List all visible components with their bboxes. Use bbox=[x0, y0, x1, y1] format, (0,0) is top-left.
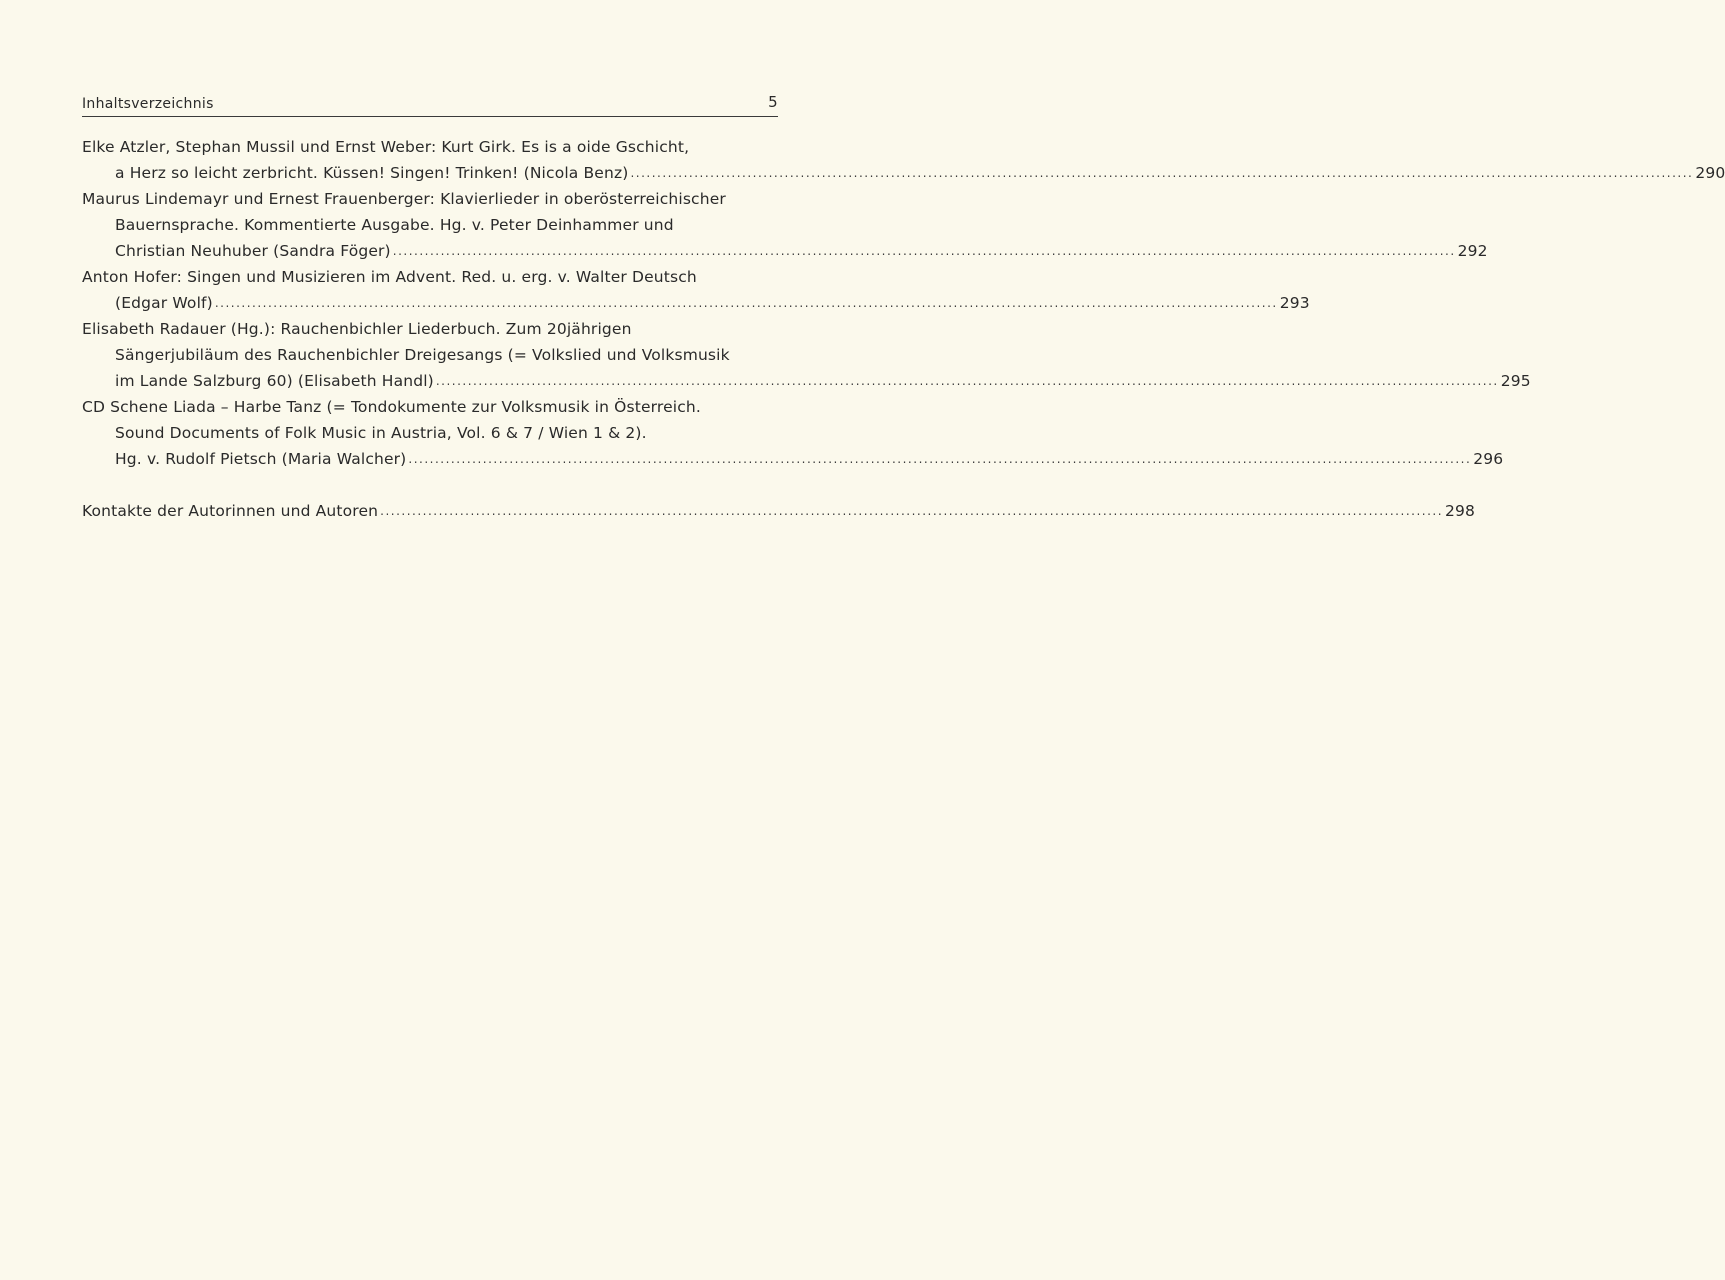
toc-line-last bbox=[82, 446, 1504, 472]
toc-line: Sound Documents of Folk Music in Austria, Vol. 6 & 7 / Wien 1 & 2). bbox=[115, 424, 647, 442]
toc-line: Bauernsprache. Kommentierte Ausgabe. Hg. v. Peter Deinhammer und bbox=[115, 216, 674, 234]
toc-line: Anton Hofer: Singen und Musizieren im Advent. Red. u. erg. v. Walter Deutsch bbox=[82, 268, 697, 286]
toc-line-text: im Lande Salzburg 60) (Elisabeth Handl) bbox=[115, 372, 434, 390]
dot-leader: ........................................................................................................................................................................................................ bbox=[630, 166, 1694, 180]
toc-line: Maurus Lindemayr und Ernest Frauenberger: Klavierlieder in oberösterreichischer bbox=[82, 190, 726, 208]
toc-entry-radauer bbox=[82, 316, 1531, 394]
dot-leader: ........................................................................................................................................................................................................ bbox=[435, 374, 1499, 388]
toc-entry-atzler bbox=[82, 134, 1725, 186]
spacer bbox=[82, 472, 778, 498]
toc-line-last bbox=[82, 160, 1725, 186]
dot-leader: ........................................................................................................................................................................................................ bbox=[392, 244, 1456, 258]
toc-line: CD Schene Liada – Harbe Tanz (= Tondokumente zur Volksmusik in Österreich. bbox=[82, 398, 701, 416]
toc-line: Elisabeth Radauer (Hg.): Rauchenbichler Liederbuch. Zum 20jährigen bbox=[82, 320, 632, 338]
toc-line-last bbox=[82, 368, 1531, 394]
toc-line-text: Hg. v. Rudolf Pietsch (Maria Walcher) bbox=[115, 450, 407, 468]
toc-line-text: Christian Neuhuber (Sandra Föger) bbox=[115, 242, 391, 260]
running-header bbox=[82, 94, 778, 117]
table-of-contents bbox=[82, 134, 1725, 524]
toc-line: Elke Atzler, Stephan Mussil und Ernst Weber: Kurt Girk. Es is a oide Gschicht, bbox=[82, 138, 690, 156]
toc-page-number: 295 bbox=[1500, 372, 1531, 390]
toc-line-text: Kontakte der Autorinnen und Autoren bbox=[82, 502, 379, 520]
dot-leader: ........................................................................................................................................................................................................ bbox=[380, 504, 1444, 518]
toc-page-number: 293 bbox=[1279, 294, 1310, 312]
dot-leader: ........................................................................................................................................................................................................ bbox=[408, 452, 1472, 466]
running-header-title: Inhaltsverzeichnis bbox=[82, 96, 214, 112]
toc-line-last bbox=[82, 238, 1488, 264]
toc-page-number: 298 bbox=[1445, 502, 1476, 520]
toc-line-text: a Herz so leicht zerbricht. Küssen! Singen! Trinken! (Nicola Benz) bbox=[115, 164, 629, 182]
toc-line-last bbox=[82, 498, 1476, 524]
toc-line: Sängerjubiläum des Rauchenbichler Dreigesangs (= Volkslied und Volksmusik bbox=[115, 346, 730, 364]
dot-leader: ........................................................................................................................................................................................................ bbox=[214, 296, 1278, 310]
toc-entry-hofer bbox=[82, 264, 1310, 316]
toc-page-number: 290 bbox=[1695, 164, 1725, 182]
toc-line-text: (Edgar Wolf) bbox=[115, 294, 213, 312]
toc-entry-cd-schene-liada bbox=[82, 394, 1504, 472]
toc-page-number: 296 bbox=[1473, 450, 1504, 468]
toc-entry-contacts bbox=[82, 498, 1476, 524]
page-number: 5 bbox=[768, 93, 778, 111]
toc-line-last bbox=[82, 290, 1310, 316]
toc-entry-lindemayr bbox=[82, 186, 1488, 264]
toc-page-number: 292 bbox=[1457, 242, 1488, 260]
